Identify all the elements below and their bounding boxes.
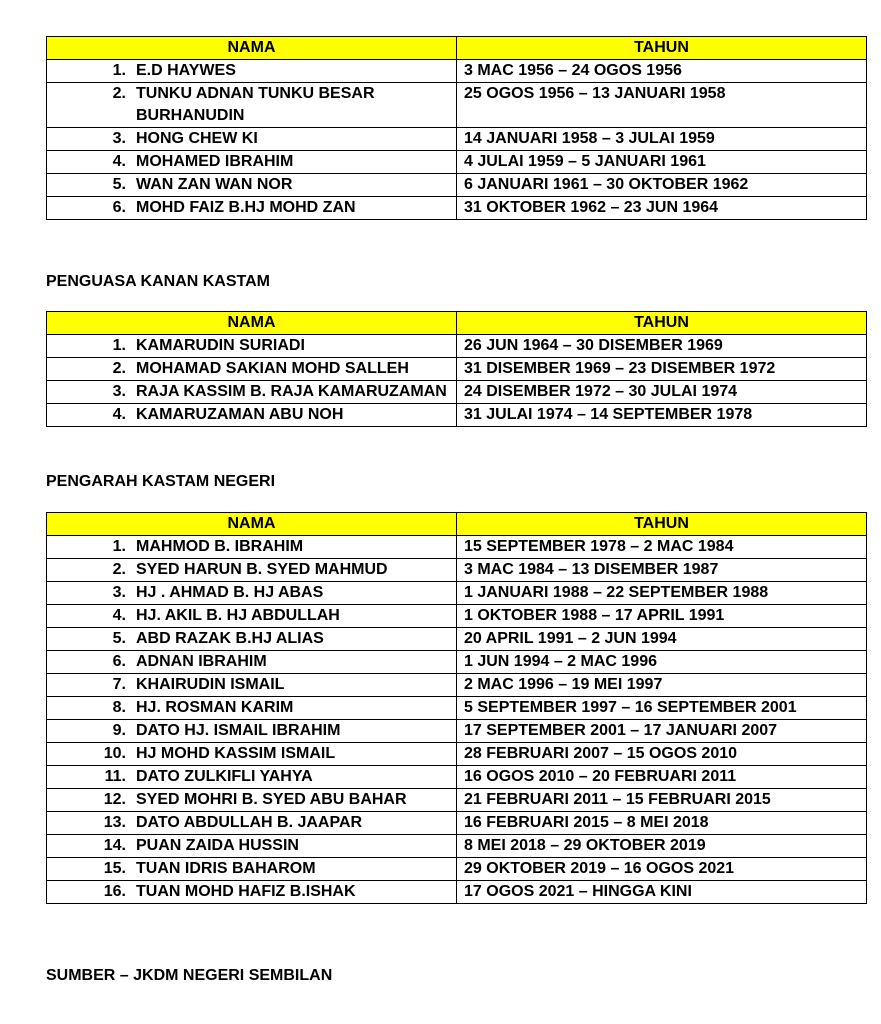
row-number: 15. <box>103 860 126 877</box>
name-cell <box>47 381 457 404</box>
tenure-period: 25 OGOS 1956 – 13 JANUARI 1958 <box>457 83 867 128</box>
row-number: 2. <box>112 561 126 578</box>
name-cell <box>47 197 457 220</box>
tenure-period: 1 OKTOBER 1988 – 17 APRIL 1991 <box>457 605 867 628</box>
table-row <box>47 83 867 128</box>
tenure-period: 14 JANUARI 1958 – 3 JULAI 1959 <box>457 128 867 151</box>
row-number: 3. <box>112 130 126 147</box>
row-number: 4. <box>112 153 126 170</box>
name-cell <box>47 858 457 881</box>
header-nama: NAMA <box>47 513 457 536</box>
tenure-period: 15 SEPTEMBER 1978 – 2 MAC 1984 <box>457 536 867 559</box>
officer-name: ABD RAZAK B.HJ ALIAS <box>136 630 324 647</box>
tenure-period: 21 FEBRUARI 2011 – 15 FEBRUARI 2015 <box>457 789 867 812</box>
officer-name: SYED MOHRI B. SYED ABU BAHAR <box>136 791 407 808</box>
officer-name: KHAIRUDIN ISMAIL <box>136 676 285 693</box>
header-tahun: TAHUN <box>457 513 867 536</box>
tenure-period: 16 OGOS 2010 – 20 FEBRUARI 2011 <box>457 766 867 789</box>
tenure-period: 16 FEBRUARI 2015 – 8 MEI 2018 <box>457 812 867 835</box>
row-number: 9. <box>112 722 126 739</box>
officer-name: WAN ZAN WAN NOR <box>136 176 293 193</box>
name-cell <box>47 174 457 197</box>
tenure-period: 6 JANUARI 1961 – 30 OKTOBER 1962 <box>457 174 867 197</box>
row-number: 11. <box>104 768 126 785</box>
row-number: 6. <box>112 199 126 216</box>
tenure-period: 8 MEI 2018 – 29 OKTOBER 2019 <box>457 835 867 858</box>
table-row <box>47 720 867 743</box>
name-cell <box>47 582 457 605</box>
row-number: 5. <box>112 630 126 647</box>
section-heading-pengarah: PENGARAH KASTAM NEGERI <box>46 473 276 490</box>
name-cell <box>47 128 457 151</box>
name-cell <box>47 697 457 720</box>
tenure-period: 1 JANUARI 1988 – 22 SEPTEMBER 1988 <box>457 582 867 605</box>
tenure-period: 3 MAC 1956 – 24 OGOS 1956 <box>457 60 867 83</box>
row-number: 1. <box>112 538 126 555</box>
name-cell <box>47 335 457 358</box>
table-row <box>47 128 867 151</box>
table-header-row <box>47 37 867 60</box>
row-number: 6. <box>112 653 126 670</box>
row-number: 2. <box>112 360 126 377</box>
table-row <box>47 536 867 559</box>
tenure-period: 5 SEPTEMBER 1997 – 16 SEPTEMBER 2001 <box>457 697 867 720</box>
tenure-period: 4 JULAI 1959 – 5 JANUARI 1961 <box>457 151 867 174</box>
row-number: 14. <box>103 837 126 854</box>
officer-name: HONG CHEW KI <box>136 130 258 147</box>
header-nama: NAMA <box>47 37 457 60</box>
table-1 <box>46 36 867 220</box>
officer-name: TUNKU ADNAN TUNKU BESAR BURHANUDIN <box>136 85 375 124</box>
header-tahun: TAHUN <box>457 312 867 335</box>
row-number: 3. <box>112 584 126 601</box>
officer-name: HJ. AKIL B. HJ ABDULLAH <box>136 607 340 624</box>
table-row <box>47 60 867 83</box>
officer-name: HJ MOHD KASSIM ISMAIL <box>136 745 336 762</box>
tenure-period: 2 MAC 1996 – 19 MEI 1997 <box>457 674 867 697</box>
table-2 <box>46 311 867 427</box>
row-number: 4. <box>112 406 126 423</box>
officer-name: MAHMOD B. IBRAHIM <box>136 538 304 555</box>
tenure-period: 26 JUN 1964 – 30 DISEMBER 1969 <box>457 335 867 358</box>
section-heading-penguasa: PENGUASA KANAN KASTAM <box>46 273 270 290</box>
name-cell <box>47 766 457 789</box>
table-row <box>47 743 867 766</box>
header-nama: NAMA <box>47 312 457 335</box>
table-row <box>47 335 867 358</box>
table-row <box>47 381 867 404</box>
table-row <box>47 197 867 220</box>
name-cell <box>47 404 457 427</box>
table-row <box>47 651 867 674</box>
table-row <box>47 835 867 858</box>
row-number: 5. <box>112 176 126 193</box>
name-cell <box>47 358 457 381</box>
officer-name: RAJA KASSIM B. RAJA KAMARUZAMAN <box>136 383 447 400</box>
table-row <box>47 881 867 904</box>
name-cell <box>47 789 457 812</box>
table-row <box>47 628 867 651</box>
name-cell <box>47 720 457 743</box>
name-cell <box>47 881 457 904</box>
officer-name: MOHAMED IBRAHIM <box>136 153 294 170</box>
officer-name: TUAN MOHD HAFIZ B.ISHAK <box>136 883 356 900</box>
tenure-period: 28 FEBRUARI 2007 – 15 OGOS 2010 <box>457 743 867 766</box>
row-number: 1. <box>112 337 126 354</box>
officer-name: ADNAN IBRAHIM <box>136 653 267 670</box>
name-cell <box>47 674 457 697</box>
source-footer: SUMBER – JKDM NEGERI SEMBILAN <box>46 967 333 984</box>
officer-name: E.D HAYWES <box>136 62 236 79</box>
row-number: 3. <box>112 383 126 400</box>
table-row <box>47 605 867 628</box>
tenure-period: 20 APRIL 1991 – 2 JUN 1994 <box>457 628 867 651</box>
officer-name: DATO ZULKIFLI YAHYA <box>136 768 313 785</box>
tenure-period: 31 JULAI 1974 – 14 SEPTEMBER 1978 <box>457 404 867 427</box>
name-cell <box>47 559 457 582</box>
name-cell <box>47 83 457 128</box>
tenure-period: 29 OKTOBER 2019 – 16 OGOS 2021 <box>457 858 867 881</box>
row-number: 13. <box>103 814 126 831</box>
table-row <box>47 151 867 174</box>
table-header-row <box>47 513 867 536</box>
tenure-period: 24 DISEMBER 1972 – 30 JULAI 1974 <box>457 381 867 404</box>
name-cell <box>47 628 457 651</box>
table-row <box>47 358 867 381</box>
row-number: 12. <box>103 791 126 808</box>
officer-name: DATO HJ. ISMAIL IBRAHIM <box>136 722 341 739</box>
table-row <box>47 697 867 720</box>
name-cell <box>47 151 457 174</box>
table-row <box>47 766 867 789</box>
row-number: 10. <box>103 745 126 762</box>
table-row <box>47 812 867 835</box>
tenure-period: 1 JUN 1994 – 2 MAC 1996 <box>457 651 867 674</box>
name-cell <box>47 835 457 858</box>
row-number: 4. <box>112 607 126 624</box>
officer-name: PUAN ZAIDA HUSSIN <box>136 837 299 854</box>
name-cell <box>47 605 457 628</box>
officer-name: HJ . AHMAD B. HJ ABAS <box>136 584 324 601</box>
table-row <box>47 404 867 427</box>
row-number: 7. <box>112 676 126 693</box>
header-tahun: TAHUN <box>457 37 867 60</box>
table-header-row <box>47 312 867 335</box>
tenure-period: 3 MAC 1984 – 13 DISEMBER 1987 <box>457 559 867 582</box>
table-row <box>47 858 867 881</box>
table-row <box>47 674 867 697</box>
officer-name: DATO ABDULLAH B. JAAPAR <box>136 814 363 831</box>
officer-name: KAMARUZAMAN ABU NOH <box>136 406 344 423</box>
row-number: 8. <box>112 699 126 716</box>
officer-name: HJ. ROSMAN KARIM <box>136 699 294 716</box>
name-cell <box>47 743 457 766</box>
name-cell <box>47 812 457 835</box>
name-cell <box>47 536 457 559</box>
officer-name: MOHAMAD SAKIAN MOHD SALLEH <box>136 360 409 377</box>
officer-name: KAMARUDIN SURIADI <box>136 337 305 354</box>
row-number: 16. <box>103 883 126 900</box>
table-row <box>47 789 867 812</box>
tenure-period: 17 SEPTEMBER 2001 – 17 JANUARI 2007 <box>457 720 867 743</box>
row-number: 1. <box>112 62 126 79</box>
officer-name: MOHD FAIZ B.HJ MOHD ZAN <box>136 199 356 216</box>
table-3 <box>46 512 867 904</box>
row-number: 2. <box>112 85 126 102</box>
name-cell <box>47 651 457 674</box>
tenure-period: 31 DISEMBER 1969 – 23 DISEMBER 1972 <box>457 358 867 381</box>
table-row <box>47 559 867 582</box>
officer-name: TUAN IDRIS BAHAROM <box>136 860 316 877</box>
name-cell <box>47 60 457 83</box>
tenure-period: 17 OGOS 2021 – HINGGA KINI <box>457 881 867 904</box>
table-row <box>47 582 867 605</box>
table-row <box>47 174 867 197</box>
tenure-period: 31 OKTOBER 1962 – 23 JUN 1964 <box>457 197 867 220</box>
officer-name: SYED HARUN B. SYED MAHMUD <box>136 561 388 578</box>
